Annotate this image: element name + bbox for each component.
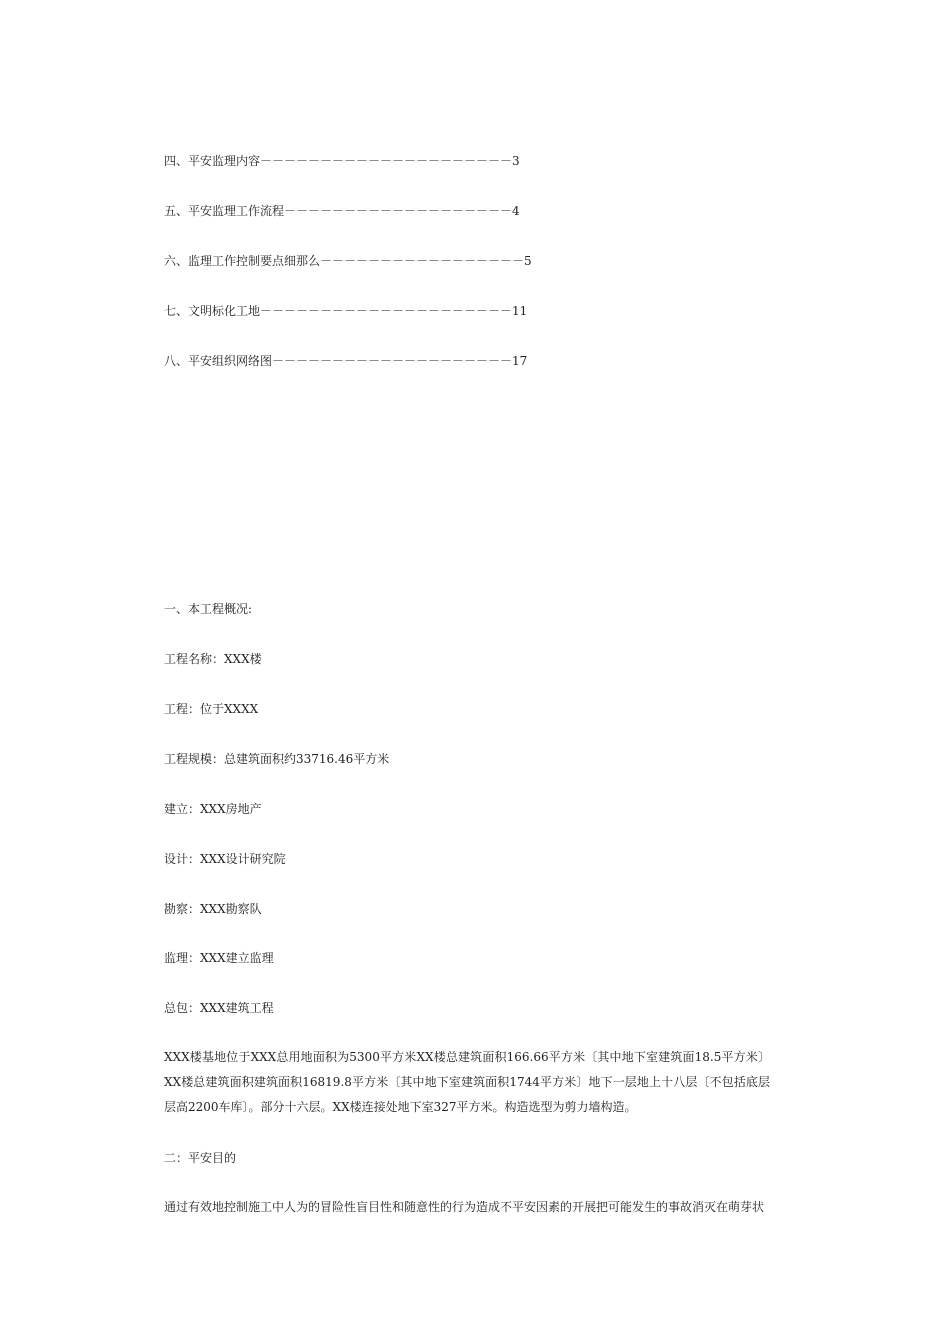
section-heading: 二：平安目的: [164, 1151, 237, 1165]
toc-entry-page: 5: [524, 254, 532, 268]
project-info-line: 工程规模：总建筑面积约33716.46平方米: [164, 752, 390, 766]
toc-entry-label: 四、平安监理内容: [164, 154, 261, 168]
toc-entry-label: 八、平安组织网络图: [164, 354, 273, 368]
toc-entry-page: 4: [512, 204, 520, 218]
project-info-line: 设计：XXX设计研究院: [164, 852, 286, 866]
toc-leader: －－－－－－－－－－－－－－－－－－－－－: [260, 304, 513, 318]
toc-entry: [164, 253, 532, 269]
project-info-line: 监理：XXX建立监理: [164, 951, 274, 965]
toc-leader: －－－－－－－－－－－－－－－－－－－－－: [260, 154, 513, 168]
toc-entry: [164, 153, 520, 169]
toc-entry: [164, 303, 527, 319]
safety-goal-paragraph: 通过有效地控制施工中人为的冒险性盲目性和随意性的行为造成不平安因素的开展把可能发生的事故消灭在萌芽状: [164, 1200, 765, 1214]
project-info-line: 勘察：XXX勘察队: [164, 902, 262, 916]
toc-leader: －－－－－－－－－－－－－－－－－－－: [284, 204, 513, 218]
toc-entry: [164, 353, 527, 369]
toc-leader: －－－－－－－－－－－－－－－－－－－－: [272, 354, 513, 368]
project-info-line: 工程：位于XXXX: [164, 702, 259, 716]
toc-entry-label: 七、文明标化工地: [164, 304, 261, 318]
toc-leader: －－－－－－－－－－－－－－－－－: [320, 254, 525, 268]
toc-entry: [164, 203, 520, 219]
project-info-line: 建立：XXX房地产: [164, 802, 262, 816]
toc-entry-page: 3: [512, 154, 520, 168]
toc-entry-page: 11: [512, 304, 528, 318]
toc-entry-page: 17: [512, 354, 528, 368]
toc-entry-label: 六、监理工作控制要点细那么: [164, 254, 321, 268]
section-heading: 一、本工程概况:: [164, 602, 253, 616]
project-description-paragraph: XXX楼基地位于XXX总用地面积为5300平方米XX楼总建筑面积166.66平方米〔其中地下室建筑面18.5平方米〕XX楼总建筑面积建筑面积16819.8平方米〔其中地下室建筑面积1744平方米〕地下一层地上十八层〔不包括底层层高2200车库〕。部分十六层。XX楼连接处地下室327平方米。构造选型为剪力墙构造。: [164, 1050, 770, 1114]
toc-entry-label: 五、平安监理工作流程: [164, 204, 285, 218]
project-info-line: 工程名称：XXX楼: [164, 652, 262, 666]
project-info-line: 总包：XXX建筑工程: [164, 1001, 274, 1015]
